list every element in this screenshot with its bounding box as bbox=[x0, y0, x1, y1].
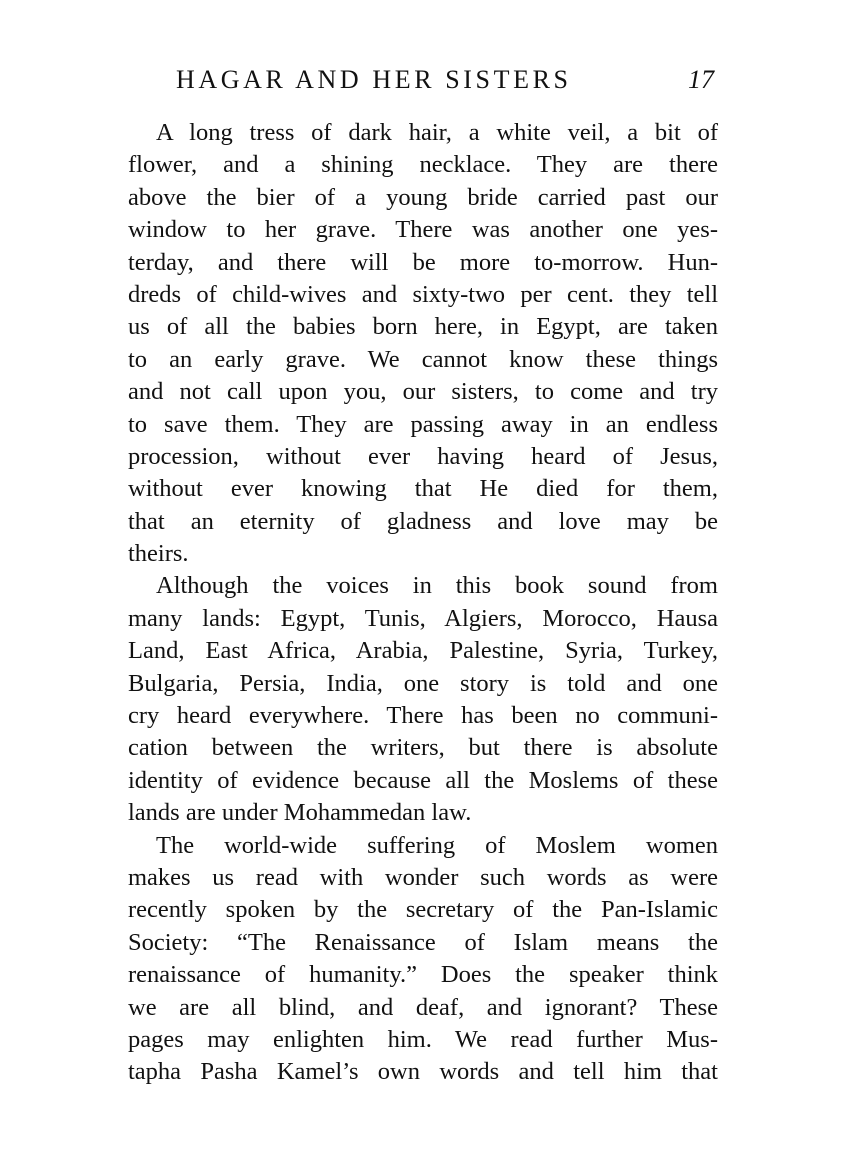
text-line: lands are under Mohammedan law. bbox=[128, 799, 472, 827]
page-number: 17 bbox=[688, 65, 714, 94]
running-head bbox=[128, 62, 718, 98]
text-line: tapha Pasha Kamel’s own words and tell him that bbox=[128, 1058, 718, 1086]
text-line: we are all blind, and deaf, and ignorant? These bbox=[128, 993, 718, 1021]
text-line: flower, and a shining necklace. They are there bbox=[128, 151, 718, 179]
paragraph bbox=[128, 117, 718, 570]
text-line: identity of evidence because all the Moslems of these bbox=[128, 766, 718, 794]
text-line: theirs. bbox=[128, 540, 189, 568]
text-line: that an eternity of gladness and love may be bbox=[128, 507, 718, 535]
text-line: without ever knowing that He died for them, bbox=[128, 475, 718, 503]
text-line: and not call upon you, our sisters, to come and try bbox=[128, 378, 718, 406]
text-line: Land, East Africa, Arabia, Palestine, Syria, Turkey, bbox=[128, 637, 718, 665]
text-line: dreds of child-wives and sixty-two per cent. they tell bbox=[128, 280, 718, 308]
text-line: Society: “The Renaissance of Islam means the bbox=[128, 928, 718, 956]
text-line: to an early grave. We cannot know these things bbox=[128, 345, 718, 373]
text-line: us of all the babies born here, in Egypt, are taken bbox=[128, 313, 718, 341]
text-line: to save them. They are passing away in an endless bbox=[128, 410, 718, 438]
text-line: cry heard everywhere. There has been no communi- bbox=[128, 702, 718, 730]
text-line: cation between the writers, but there is absolute bbox=[128, 734, 718, 762]
text-line: procession, without ever having heard of Jesus, bbox=[128, 442, 718, 470]
text-line: The world-wide suffering of Moslem women bbox=[156, 831, 718, 859]
text-line: makes us read with wonder such words as were bbox=[128, 863, 718, 891]
paragraph bbox=[128, 570, 718, 829]
text-line: Although the voices in this book sound from bbox=[156, 572, 718, 600]
text-line: recently spoken by the secretary of the Pan-Islamic bbox=[128, 896, 718, 924]
text-line: pages may enlighten him. We read further Mus- bbox=[128, 1025, 718, 1053]
text-line: above the bier of a young bride carried past our bbox=[128, 183, 718, 211]
text-line: Bulgaria, Persia, India, one story is told and one bbox=[128, 669, 718, 697]
text-line: A long tress of dark hair, a white veil, a bit of bbox=[156, 119, 718, 146]
text-line: terday, and there will be more to-morrow. Hun- bbox=[128, 248, 718, 276]
body-text bbox=[128, 117, 718, 1089]
running-title: HAGAR AND HER SISTERS bbox=[176, 65, 572, 94]
text-line: many lands: Egypt, Tunis, Algiers, Morocco, Hausa bbox=[128, 604, 718, 632]
text-line: window to her grave. There was another one yes- bbox=[128, 216, 718, 244]
text-line: renaissance of humanity.” Does the speaker think bbox=[128, 961, 718, 989]
paragraph bbox=[128, 830, 718, 1089]
